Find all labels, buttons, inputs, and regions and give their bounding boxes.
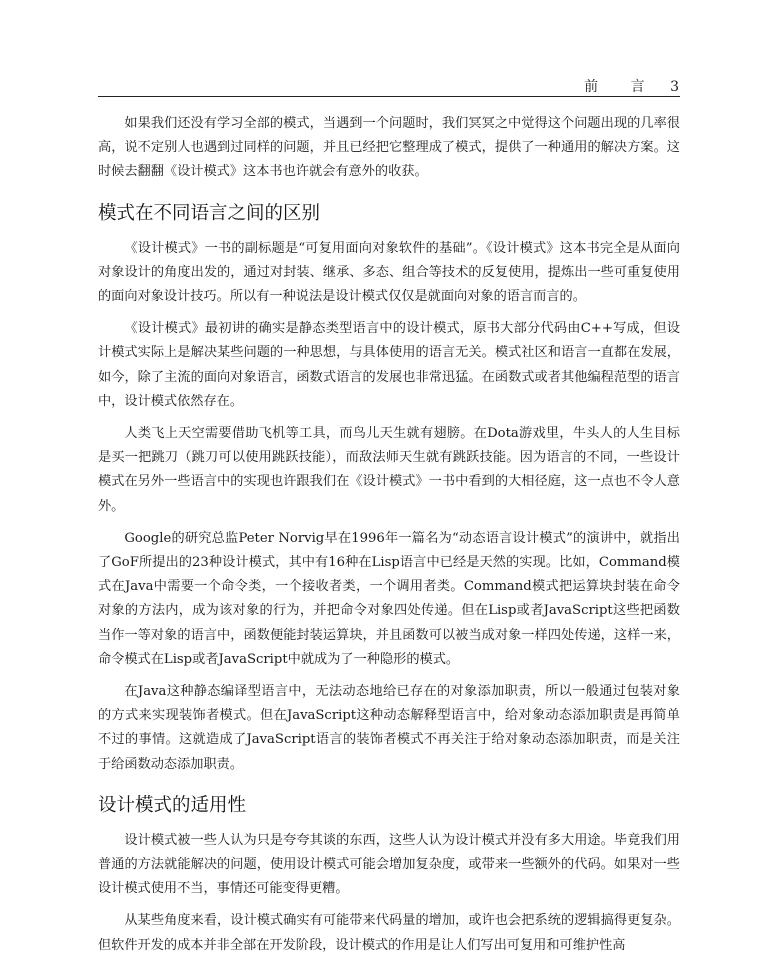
section-heading-language-differences: 模式在不同语言之间的区别 xyxy=(98,202,321,224)
body-paragraph: 从某些角度来看，设计模式确实有可能带来代码量的增加，或许也会把系统的逻辑搞得更复杂。但软件开发的成本并非全部在开发阶段，设计模式的作用是让人们写出可复用和可维护性高 xyxy=(98,913,680,953)
body-paragraph: 人类飞上天空需要借助飞机等工具，而鸟儿天生就有翅膀。在Dota游戏里，牛头人的人生目标是买一把跳刀（跳刀可以使用跳跃技能），而敌法师天生就有跳跃技能。因为语言的不同，一些设计模式在另外一些语言中的实现也许跟我们在《设计模式》一书中看到的大相径庭，这一点也不令人意外。 xyxy=(98,426,680,514)
body-paragraph: 在Java这种静态编译型语言中，无法动态地给已存在的对象添加职责，所以一般通过包装对象的方式来实现装饰者模式。但在JavaScript这种动态解释型语言中，给对象动态添加职责是再简单不过的事情。这就造成了JavaScript语言的装饰者模式不再关注于给对象动态添加职责，而是关注于给函数动态添加职责。 xyxy=(98,684,680,772)
body-paragraph: 《设计模式》最初讲的确实是静态类型语言中的设计模式，原书大部分代码由C++写成，但设计模式实际上是解决某些问题的一种思想，与具体使用的语言无关。模式社区和语言一直都在发展，如今，除了主流的面向对象语言，函数式语言的发展也非常迅猛。在函数式或者其他编程范型的语言中，设计模式依然存在。 xyxy=(98,321,680,409)
header-rule xyxy=(98,96,680,97)
page-number: 3 xyxy=(670,79,680,95)
running-header xyxy=(584,76,680,96)
body-paragraph: 如果我们还没有学习全部的模式，当遇到一个问题时，我们冥冥之中觉得这个问题出现的几率很高，说不定别人也遇到过同样的问题，并且已经把它整理成了模式，提供了一种通用的解决方案。这时候去翻翻《设计模式》这本书也许就会有意外的收获。 xyxy=(98,116,680,180)
body-paragraph: 《设计模式》一书的副标题是“可复用面向对象软件的基础”。《设计模式》这本书完全是从面向对象设计的角度出发的，通过对封装、继承、多态、组合等技术的反复使用，提炼出一些可重复使用的面向对象设计技巧。所以有一种说法是设计模式仅仅是就面向对象的语言而言的。 xyxy=(98,240,680,305)
section-heading-applicability: 设计模式的适用性 xyxy=(98,794,247,816)
body-paragraph: 设计模式被一些人认为只是夸夸其谈的东西，这些人认为设计模式并没有多大用途。毕竟我们用普通的方法就能解决的问题，使用设计模式可能会增加复杂度，或带来一些额外的代码。如果对一些设计模式使用不当，事情还可能变得更糟。 xyxy=(98,832,680,897)
page-body xyxy=(98,112,680,966)
body-paragraph: Google的研究总监Peter Norvig早在1996年一篇名为“动态语言设计模式”的演讲中，就指出了GoF所提出的23种设计模式，其中有16种在Lisp语言中已经是天然的实现。比如，Command模式在Java中需要一个命令类，一个接收者类，一个调用者类。Command模式把运算块封装在命令对象的方法内，成为该对象的行为，并把命令对象四处传递。但在Lisp或者JavaScript这些把函数当作一等对象的语言中，函数便能封装运算块，并且函数可以被当成对象一样四处传递，这样一来，命令模式在Lisp或者JavaScript中就成为了一种隐形的模式。 xyxy=(98,530,680,667)
chapter-title: 前 言 xyxy=(584,79,659,95)
